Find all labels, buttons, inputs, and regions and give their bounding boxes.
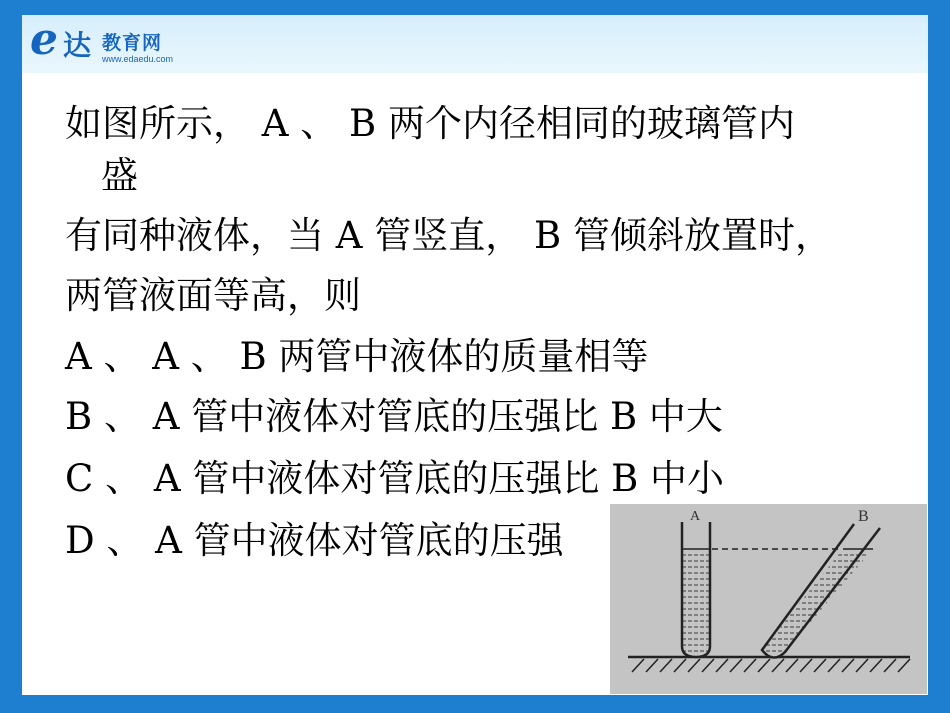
question-line-3: 有同种液体，当 A 管竖直， B 管倾斜放置时， [65, 214, 832, 257]
edaedu-logo [30, 14, 230, 70]
header-band [22, 15, 928, 73]
option-b: B 、 A 管中液体对管底的压强比 B 中大 [65, 395, 723, 438]
question-line-4: 两管液面等高，则 [65, 274, 361, 317]
tube-figure [610, 504, 927, 694]
option-a: A 、 A 、 B 两管中液体的质量相等 [65, 335, 649, 378]
logo-mark: 达 [63, 29, 90, 62]
logo-name: 教育网 [102, 32, 163, 54]
option-d: D 、 A 管中液体对管底的压强 [65, 519, 564, 562]
question-line-2: 盛 [101, 154, 138, 197]
tube-diagram [610, 504, 927, 694]
logo-url: www.edaedu.com [102, 54, 174, 64]
tube-a-label: A [690, 509, 701, 524]
ground-hatching [632, 659, 910, 672]
slide [22, 15, 928, 695]
option-c: C 、 A 管中液体对管底的压强比 B 中小 [65, 457, 725, 500]
tube-a-liquid [682, 549, 710, 657]
question-line-1: 如图所示， A 、 B 两个内径相同的玻璃管内 [65, 102, 795, 145]
logo-letter: e [30, 14, 58, 65]
tube-b-label: B [858, 508, 869, 525]
tube-b-liquid [762, 549, 873, 658]
